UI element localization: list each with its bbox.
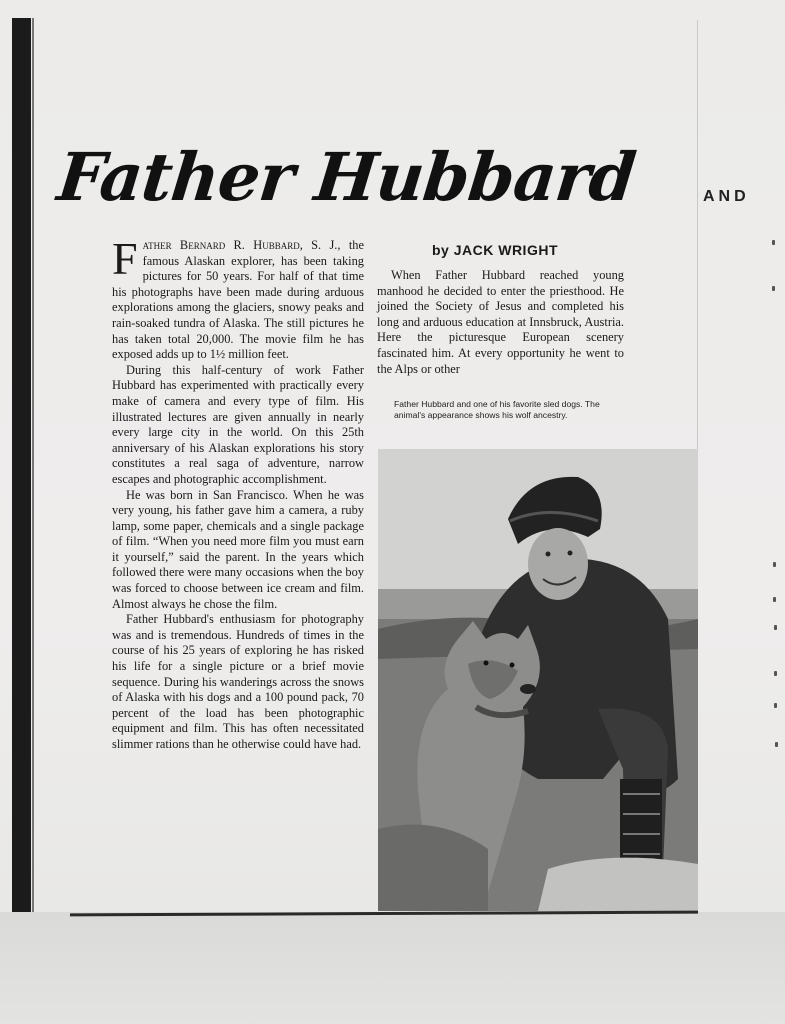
article-headline: Father Hubbard [53, 138, 639, 216]
drop-cap: F [112, 233, 138, 284]
right-text-column [377, 268, 624, 377]
binding-edge [12, 18, 31, 916]
body-paragraph: During this half-century of work Father Hubbard has experimented with practically every make of camera and every type of film. His illustrated lectures are given annually in nearly every large city in the world. On this 25th anniversary of his Alaskan explorations his story constitutes a real saga of adventure, narrow escapes and photographic accomplishment. [112, 362, 364, 486]
left-text-column [112, 233, 364, 753]
headline-continuation: AND [703, 188, 750, 205]
photo-caption: Father Hubbard and one of his favorite sled dogs. The animal's appearance shows his wolf ancestry. [394, 399, 600, 421]
body-paragraph: When Father Hubbard reached young manhood he decided to enter the priesthood. He joined the Society of Jesus and completed his long and arduous education at Innsbruck, Austria. Here the picturesque European scenery fascinated him. At every opportunity he went to the Alps or other [377, 268, 624, 376]
lead-smallcaps: ather Bernard R. Hubbard [142, 238, 300, 252]
body-paragraph: Father Hubbard's enthusiasm for photography was and is tremendous. Hundreds of times in the course of his 25 years of exploring he has risked his life for a single picture or a brief movie sequence. During his wanderings across the snows of Alaska with his dogs and a 100 pound pack, 70 percent of the load has been photographic equipment and film. This has often necessitated slimmer rations than he otherwise could have had. [112, 612, 364, 751]
body-paragraph: He was born in San Francisco. When he was very young, his father gave him a camera, a ruby lamp, some paper, chemicals and a single package of film. “When you need more film you must earn it yourself,” said the parent. In the years which followed there were many occasions when the boy was forced to choose between ice cream and film. Almost always he chose the film. [112, 487, 364, 611]
bottom-margin [0, 912, 785, 1024]
lead-paragraph [112, 233, 364, 363]
lead-rest: , S. J., the famous Alaskan explorer, has been taking pictures for 50 years. For half of that time his photographs have been made during arduous explorations among the glaciers, snowy peaks and rain-soaked tundra of Alaska. The still pictures he has taken total 20,000. The movie film he has exposed adds up to 1½ million feet. [112, 238, 364, 362]
photo-illustration [378, 449, 698, 911]
photo-father-hubbard-with-sled-dog [378, 449, 698, 911]
byline: by JACK WRIGHT [432, 242, 558, 258]
